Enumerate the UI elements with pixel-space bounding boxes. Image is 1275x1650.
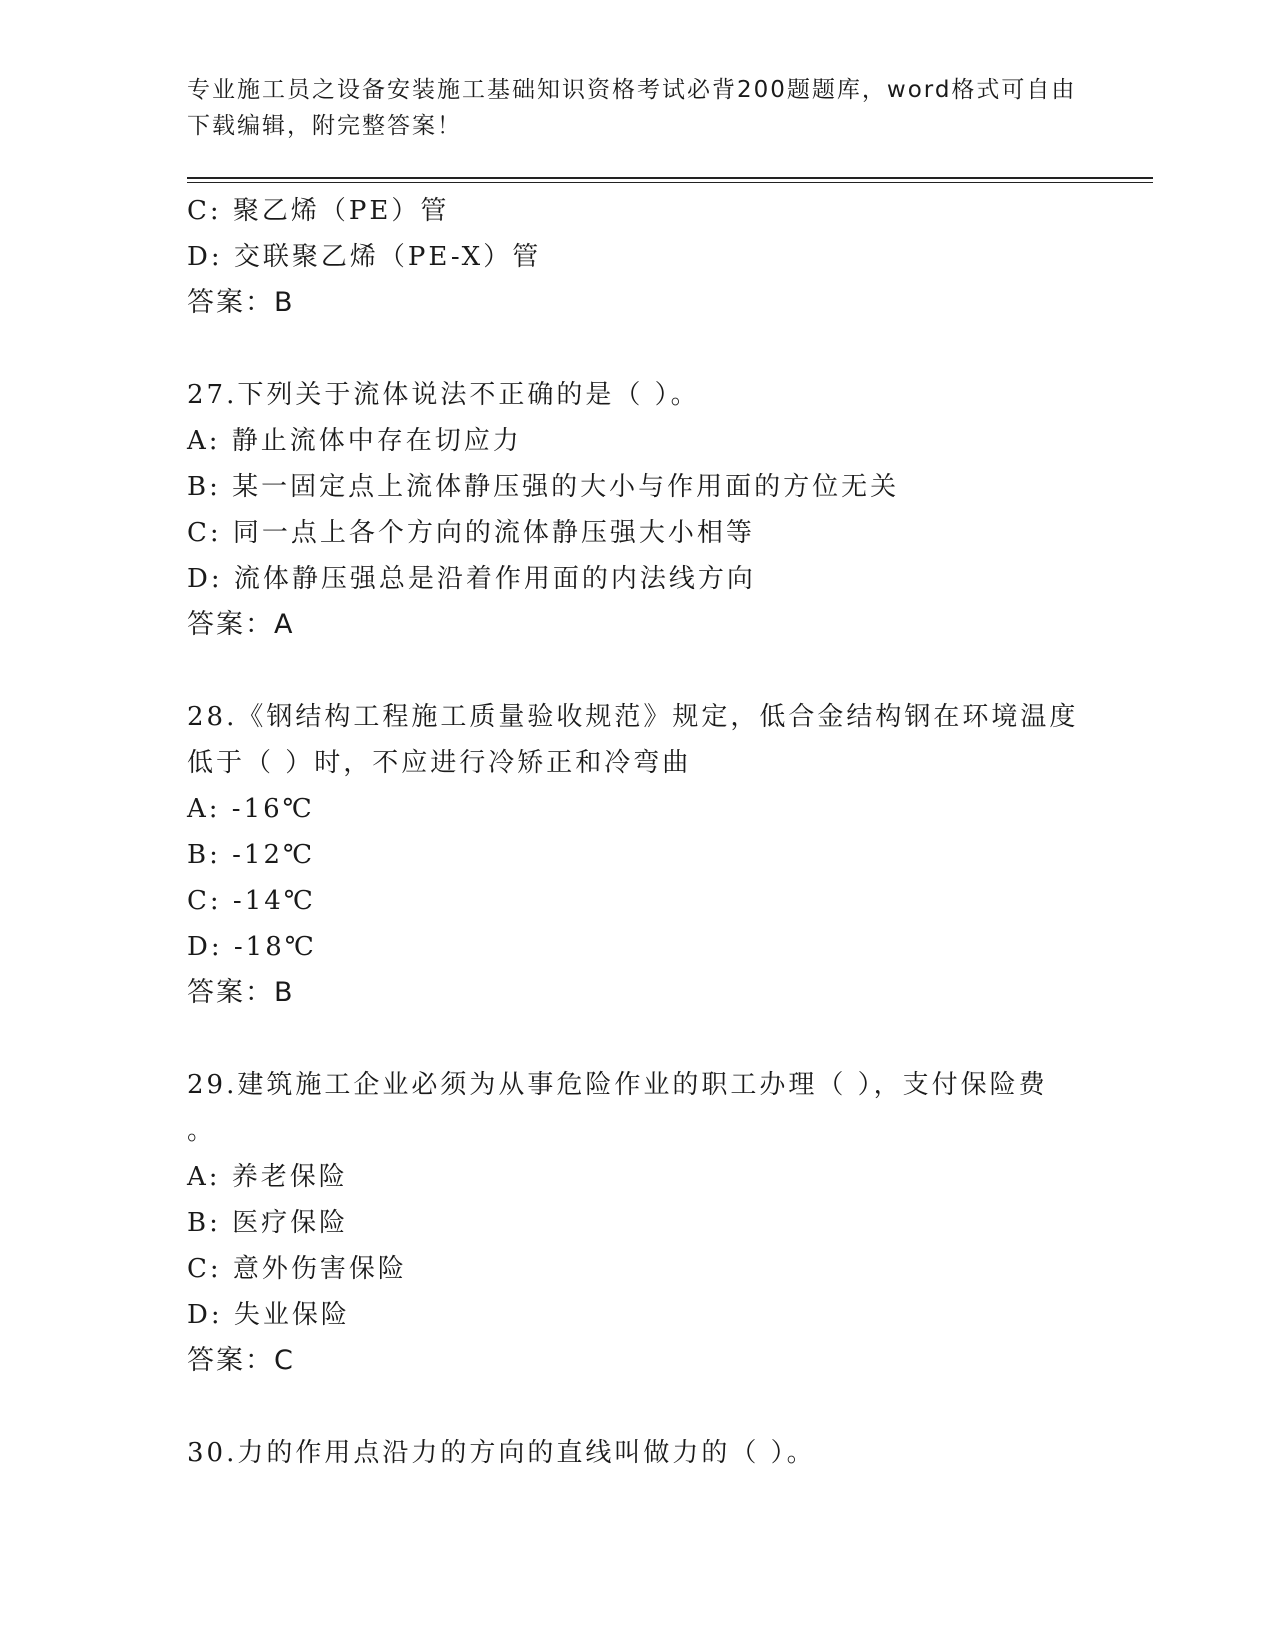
header-divider-thin: [187, 182, 1153, 183]
document-header: [187, 72, 1087, 144]
option-b: B: 医疗保险: [187, 1208, 349, 1238]
spacer: [187, 1384, 1087, 1430]
answer-line: 答案：B: [187, 977, 295, 1008]
question-29: [187, 1062, 1087, 1384]
option-a: A: 静止流体中存在切应力: [187, 426, 522, 456]
header-divider-thick: [187, 177, 1153, 179]
spacer: [187, 326, 1087, 372]
answer-line: 答案：C: [187, 1345, 295, 1376]
spacer: [187, 648, 1087, 694]
answer-line: 答案：B: [187, 287, 295, 318]
prev-question-block: [187, 188, 1087, 326]
option-b: B: -12℃: [187, 840, 316, 870]
option-c: C: 同一点上各个方向的流体静压强大小相等: [187, 518, 755, 548]
option-a: A: -16℃: [187, 794, 315, 824]
question-stem-continued: 低于（ ）时，不应进行冷矫正和冷弯曲: [187, 748, 692, 778]
question-28: [187, 694, 1087, 1016]
answer-line: 答案：A: [187, 609, 295, 640]
document-body: [187, 188, 1087, 1476]
question-stem: 27.下列关于流体说法不正确的是（ ）。: [187, 380, 700, 410]
option-d: D: 失业保险: [187, 1300, 350, 1330]
option-d: D: -18℃: [187, 932, 317, 962]
option-b: B: 某一固定点上流体静压强的大小与作用面的方位无关: [187, 472, 900, 502]
header-line-1: 专业施工员之设备安装施工基础知识资格考试必背200题题库，word格式可自由: [187, 77, 1077, 103]
option-a: A: 养老保险: [187, 1162, 348, 1192]
question-stem: 29.建筑施工企业必须为从事危险作业的职工办理（ ），支付保险费: [187, 1070, 1048, 1100]
question-27: [187, 372, 1087, 648]
question-stem-continued: 。: [187, 1116, 217, 1146]
header-line-2: 下载编辑，附完整答案！: [187, 113, 462, 139]
option-c: C: -14℃: [187, 886, 316, 916]
question-stem: 28.《钢结构工程施工质量验收规范》规定，低合金结构钢在环境温度: [187, 702, 1079, 732]
option-c: C: 意外伤害保险: [187, 1254, 407, 1284]
option-c: C: 聚乙烯（PE）管: [187, 196, 450, 226]
question-30: [187, 1430, 1087, 1476]
option-d: D: 流体静压强总是沿着作用面的内法线方向: [187, 564, 756, 594]
question-stem: 30.力的作用点沿力的方向的直线叫做力的（ ）。: [187, 1438, 816, 1468]
option-d: D: 交联聚乙烯（PE-X）管: [187, 242, 542, 272]
spacer: [187, 1016, 1087, 1062]
